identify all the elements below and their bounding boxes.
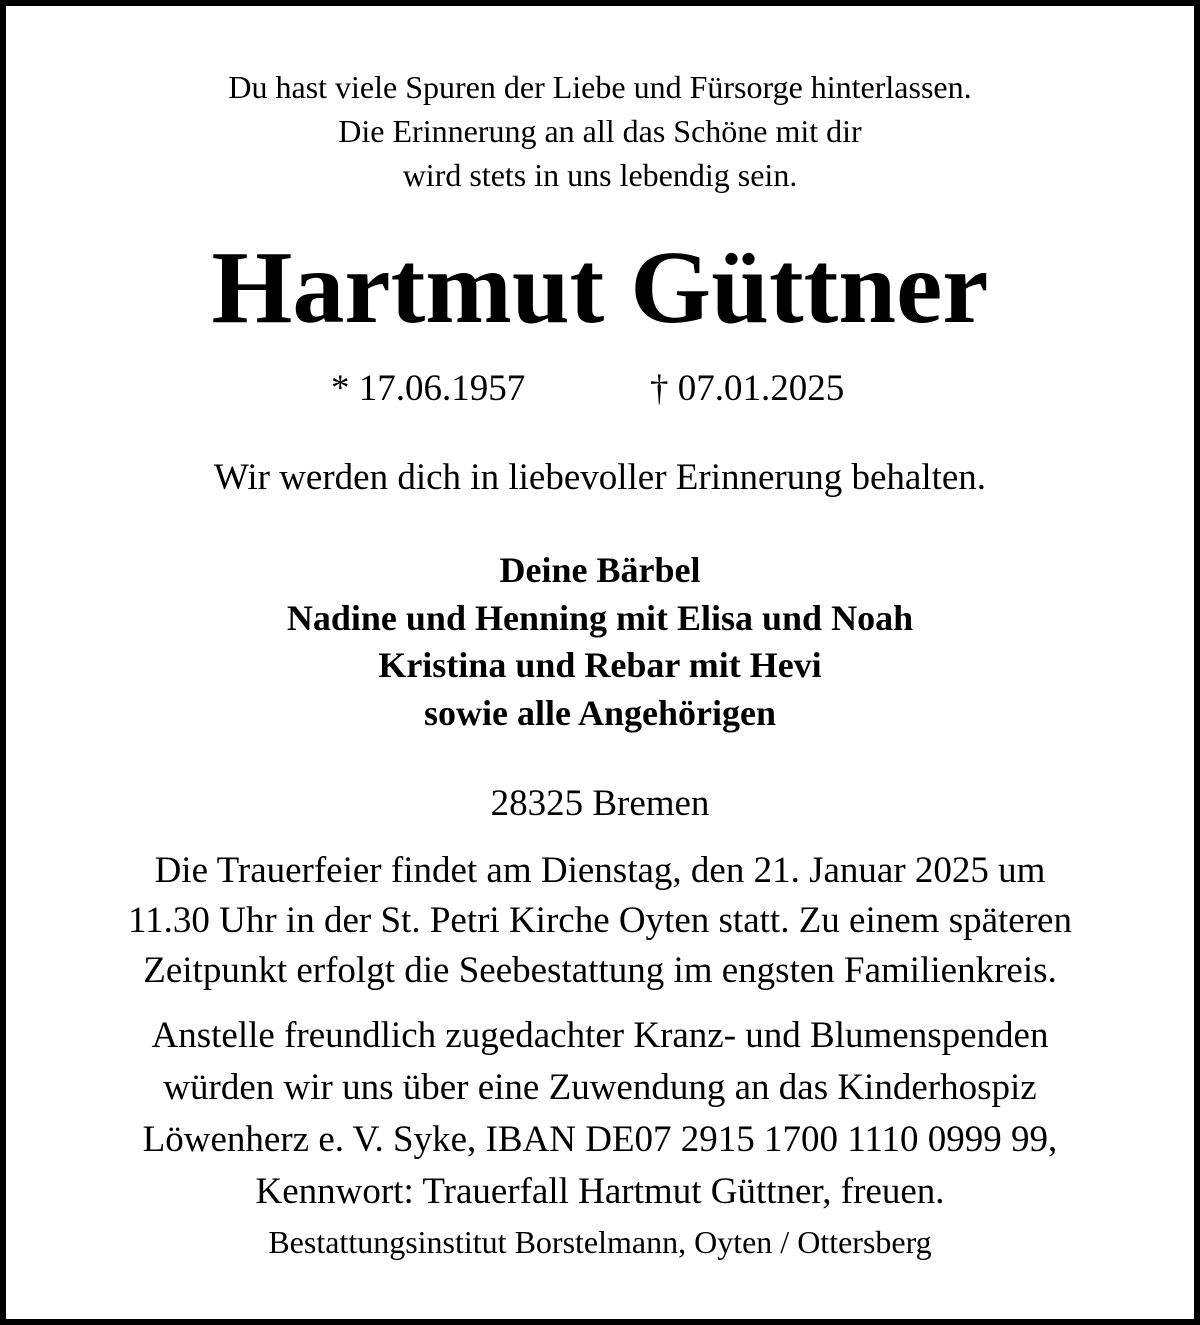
remembrance-text: Wir werden dich in liebevoller Erinnerung behalten.: [213, 457, 987, 498]
donation-line: würden wir uns über eine Zuwendung an das Kinderhospiz: [163, 1067, 1037, 1108]
motto-line: wird stets in uns lebendig sein.: [402, 157, 798, 193]
ceremony-info: [6, 846, 1194, 996]
birth-date: * 17.06.1957: [331, 368, 526, 409]
family-signature: [6, 547, 1194, 737]
undertaker-line: Bestattungsinstitut Borstelmann, Oyten / Ottersberg: [268, 1224, 932, 1260]
family-line: sowie alle Angehörigen: [424, 692, 776, 733]
ceremony-line: Die Trauerfeier findet am Dienstag, den 21. Januar 2025 um: [154, 850, 1046, 891]
motto-line: Du hast viele Spuren der Liebe und Fürsorge hinterlassen.: [228, 69, 972, 105]
family-line: Deine Bärbel: [499, 550, 701, 590]
donation-info: [6, 1010, 1194, 1218]
city-line: 28325 Bremen: [490, 783, 710, 824]
motto-verse: [6, 65, 1194, 197]
family-line: Kristina und Rebar mit Hevi: [378, 645, 822, 685]
family-line: Nadine und Henning mit Elisa und Noah: [286, 597, 914, 638]
death-date: † 07.01.2025: [650, 368, 845, 409]
donation-line: Anstelle freundlich zugedachter Kranz- und Blumenspenden: [151, 1015, 1049, 1056]
deceased-name: Hartmut Güttner: [211, 230, 989, 345]
donation-line: Kennwort: Trauerfall Hartmut Güttner, freuen.: [255, 1171, 945, 1212]
ceremony-line: Zeitpunkt erfolgt die Seebestattung im engsten Familienkreis.: [143, 950, 1057, 991]
motto-line: Die Erinnerung an all das Schöne mit dir: [338, 113, 862, 149]
donation-line: Löwenherz e. V. Syke, IBAN DE07 2915 1700 1110 0999 99,: [142, 1119, 1058, 1160]
ceremony-line: 11.30 Uhr in der St. Petri Kirche Oyten statt. Zu einem späteren: [128, 900, 1072, 941]
